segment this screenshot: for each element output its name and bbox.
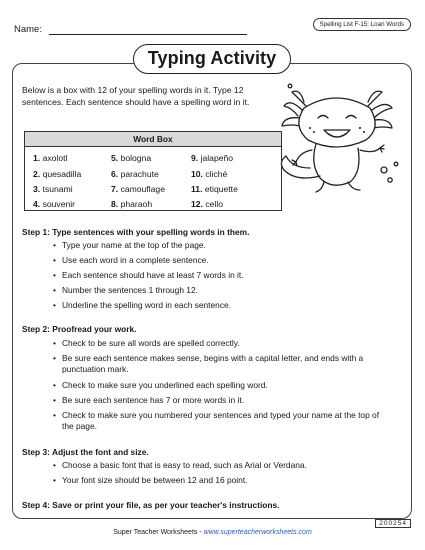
spelling-list-badge: Spelling List F-15: Loan Words [313,18,412,31]
word-item: 10. cliché [191,169,228,179]
word-item: 1. axolotl [33,153,68,163]
step-2-bullet: • Be sure each sentence has 7 or more words in it. [62,395,392,406]
word-item: 9. jalapeño [191,153,234,163]
step-1-bullet: • Use each word in a complete sentence. [62,255,392,266]
footer [0,529,425,536]
worksheet-code: 200254 [375,519,411,528]
word-item: 2. quesadilla [33,169,82,179]
page-title: Typing Activity [133,44,291,74]
name-label: Name: [14,24,42,35]
step-2-bullet: • Check to make sure you underlined each spelling word. [62,380,392,391]
word-item: 11. etiquette [191,184,238,194]
step-1-bullet: • Number the sentences 1 through 12. [62,285,392,296]
word-item: 8. pharaoh [111,199,153,209]
axolotl-illustration [270,78,410,198]
word-item: 6. parachute [111,169,159,179]
step-2-bullet: • Be sure each sentence makes sense, begins with a capital letter, and ends with a punctuation mark. [62,353,392,375]
word-item: 4. souvenir [33,199,76,209]
intro-text: Below is a box with 12 of your spelling words in it. Type 12 sentences. Each sentence should have a spelling word in it. [22,85,250,108]
word-box [24,131,282,211]
step-3-heading: Step 3: Adjust the font and size. [22,447,149,457]
word-item: 5. bologna [111,153,152,163]
step-3-bullet: • Choose a basic font that is easy to read, such as Arial or Verdana. [62,460,392,471]
step-2-heading: Step 2: Proofread your work. [22,324,137,334]
word-item: 3. tsunami [33,184,73,194]
step-4-heading: Step 4: Save or print your file, as per your teacher's instructions. [22,500,280,510]
step-2-bullet: • Check to make sure you numbered your sentences and typed your name at the top of the page. [62,410,392,432]
step-1-bullet: • Each sentence should have at least 7 words in it. [62,270,392,281]
name-field-line [49,34,247,35]
word-item: 7. camouflage [111,184,165,194]
footer-site-name: Super Teacher Worksheets - [113,529,204,536]
footer-url[interactable]: www.superteacherworksheets.com [203,529,312,536]
step-1-bullet: • Underline the spelling word in each sentence. [62,300,392,311]
step-2-bullet: • Check to be sure all words are spelled correctly. [62,338,392,349]
step-3-bullet: • Your font size should be between 12 and 16 point. [62,475,392,486]
word-box-title: Word Box [25,132,281,147]
step-1-heading: Step 1: Type sentences with your spelling words in them. [22,227,250,237]
step-1-bullet: • Type your name at the top of the page. [62,240,392,251]
word-item: 12. cello [191,199,224,209]
